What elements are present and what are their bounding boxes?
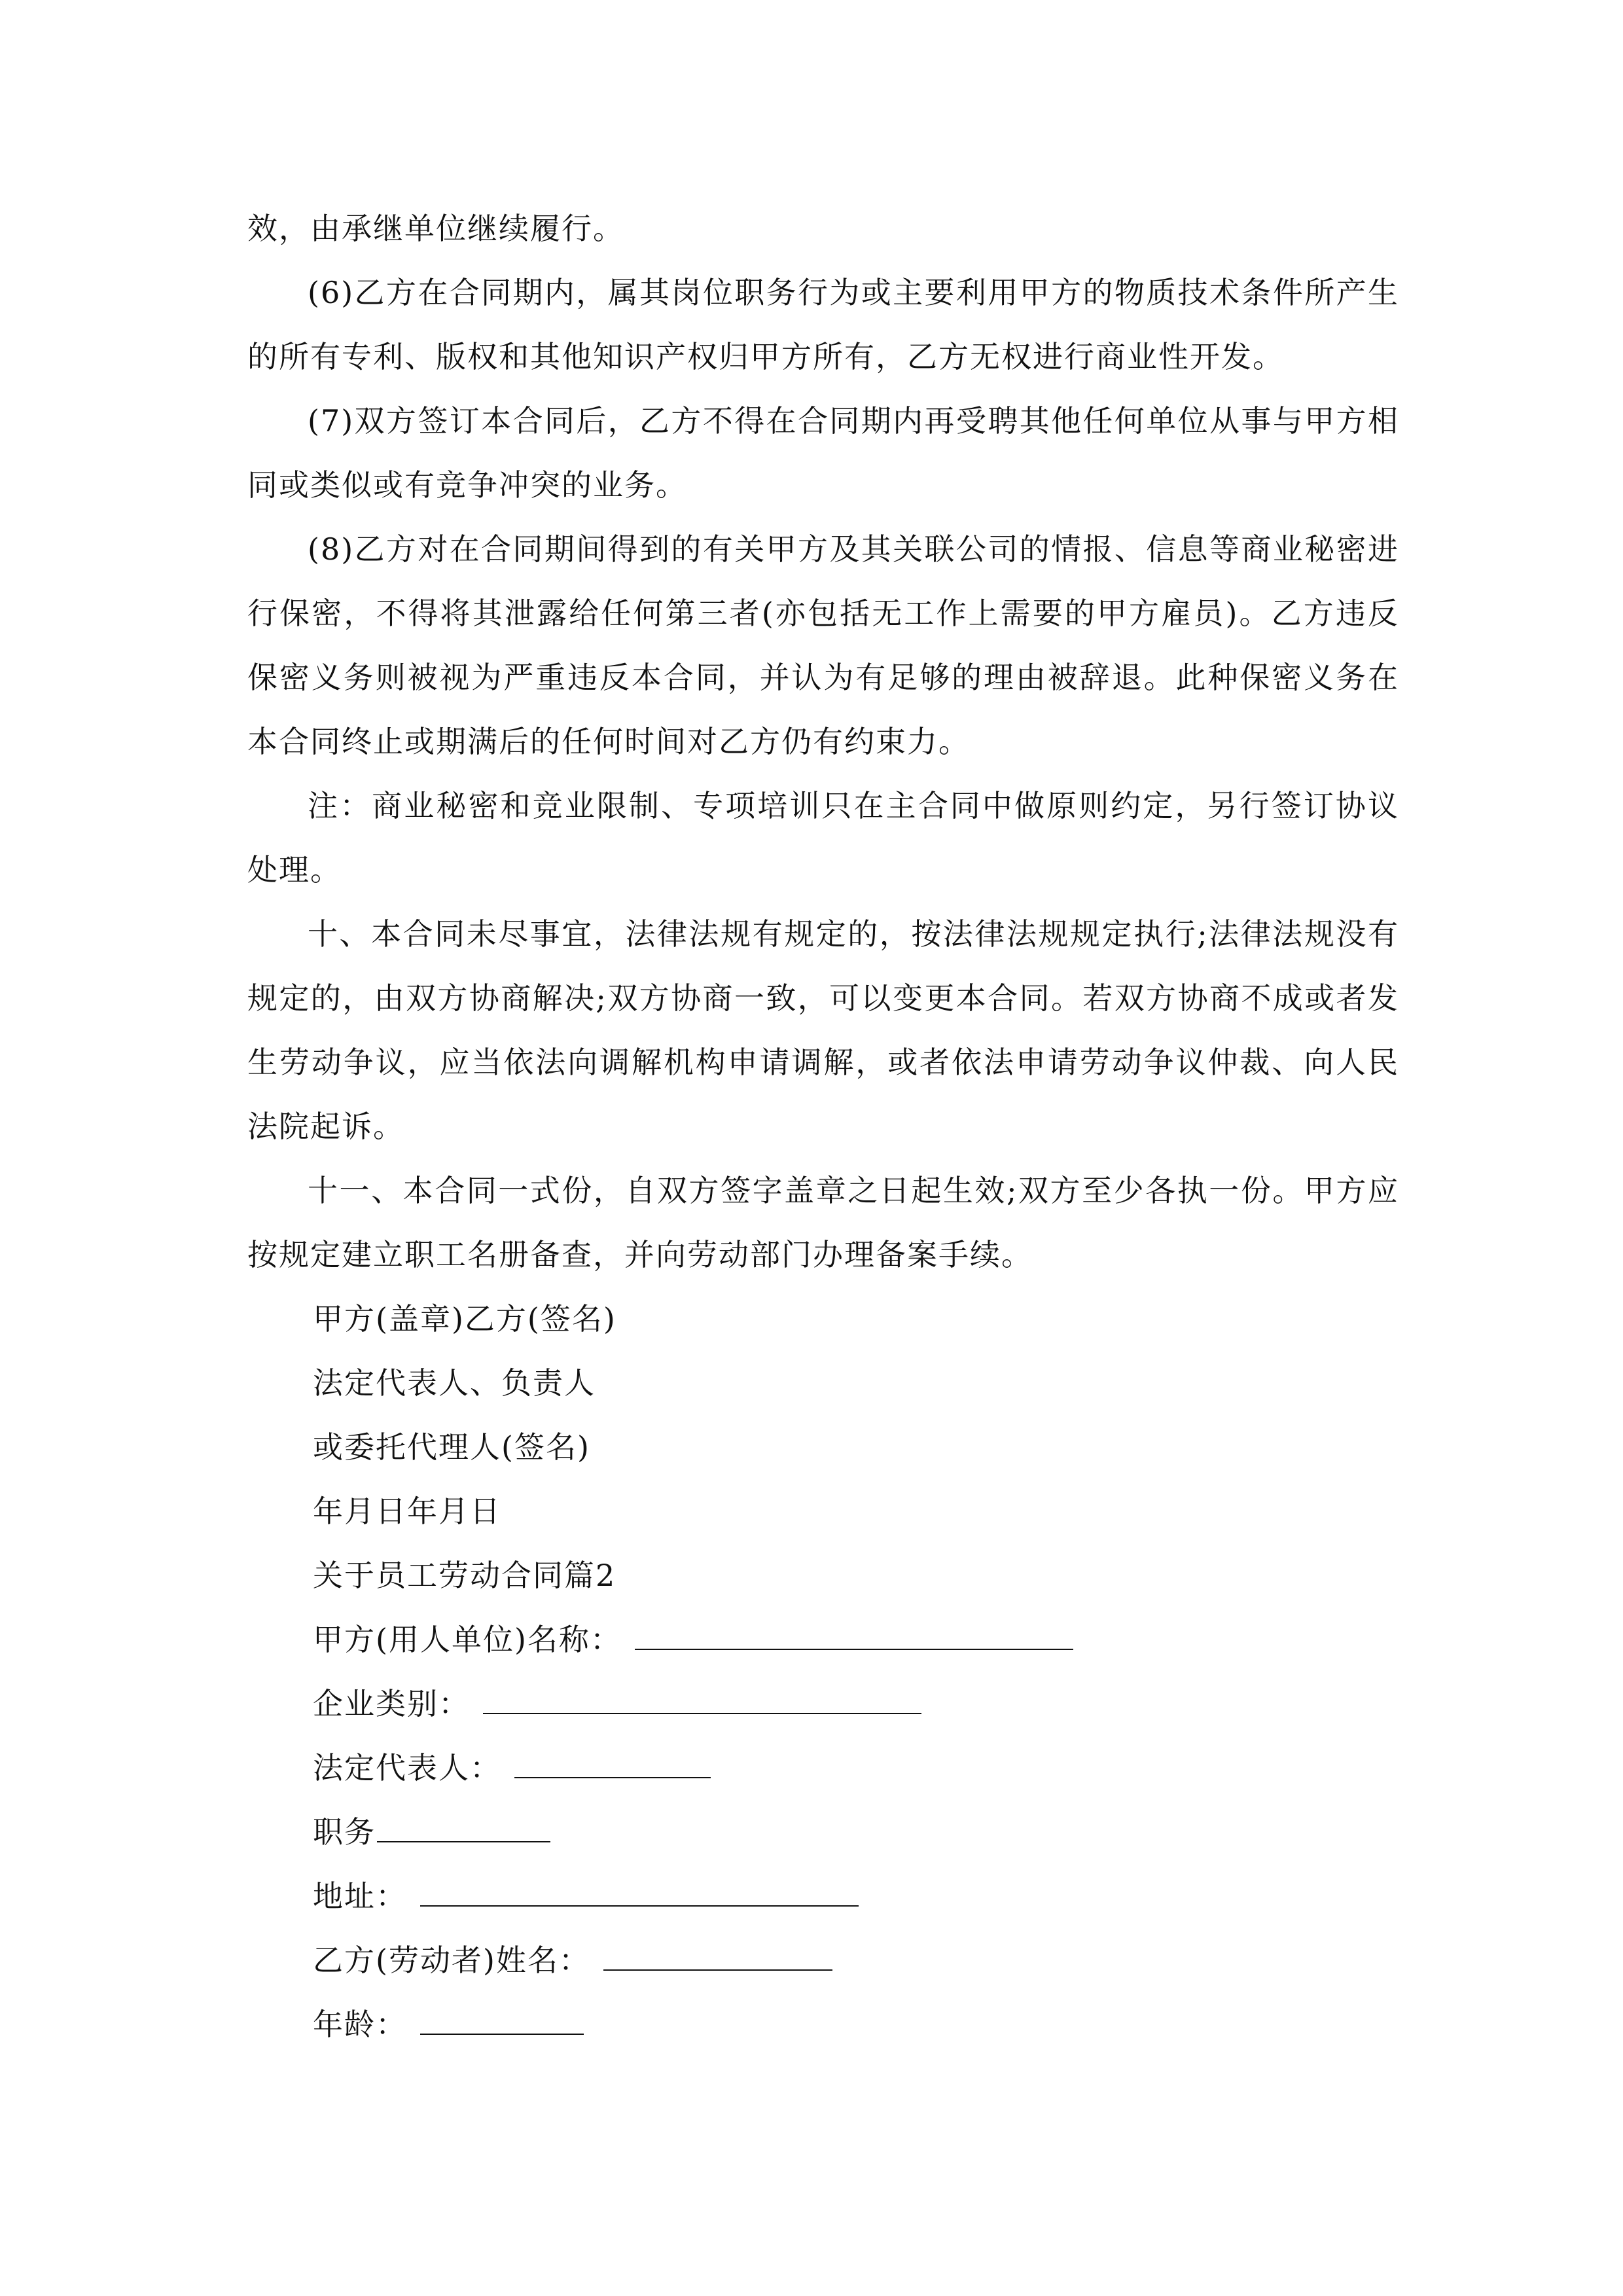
article-10-paragraph: 十、本合同未尽事宜，法律法规有规定的，按法律法规规定执行;法律法规没有规定的，由双方协商解决;双方协商一致，可以变更本合同。若双方协商不成或者发生劳动争议，应当依法向调解机构申请调解，或者依法申请劳动争议仲裁、向人民法院起诉。 xyxy=(247,916,1399,1144)
clause-8-paragraph: (8)乙方对在合同期间得到的有关甲方及其关联公司的情报、信息等商业秘密进行保密，不得将其泄露给任何第三者(亦包括无工作上需要的甲方雇员)。乙方违反保密义务则被视为严重违反本合同，并认为有足够的理由被辞退。此种保密义务在本合同终止或期满后的任何时间对乙方仍有约束力。 xyxy=(247,531,1399,759)
position-row xyxy=(247,1800,1399,1864)
legal-rep-label: 法定代表人： xyxy=(313,1750,501,1785)
enterprise-type-label: 企业类别： xyxy=(313,1686,470,1721)
signature-agent-line: 或委托代理人(签名) xyxy=(313,1429,590,1465)
enterprise-type-row xyxy=(247,1672,1399,1736)
employer-name-row xyxy=(247,1607,1399,1672)
employee-name-label: 乙方(劳动者)姓名： xyxy=(313,1943,590,1978)
address-blank xyxy=(420,1866,859,1907)
employer-name-blank xyxy=(635,1609,1073,1650)
address-row xyxy=(247,1864,1399,1928)
position-blank xyxy=(377,1802,550,1842)
legal-rep-blank xyxy=(514,1738,711,1778)
age-label: 年龄： xyxy=(313,2007,407,2042)
position-label: 职务 xyxy=(313,1814,376,1850)
signature-parties-line: 甲方(盖章)乙方(签名) xyxy=(313,1301,616,1336)
section-title: 关于员工劳动合同篇2 xyxy=(313,1558,616,1593)
continuation-paragraph: 效，由承继单位继续履行。 xyxy=(247,211,624,246)
document-body xyxy=(247,196,1399,2056)
employee-name-row xyxy=(247,1928,1399,1992)
address-label: 地址： xyxy=(313,1878,407,1914)
signature-representative-line: 法定代表人、负责人 xyxy=(313,1365,596,1401)
signature-dates-line: 年月日年月日 xyxy=(313,1494,501,1529)
employee-name-blank xyxy=(603,1930,832,1971)
clause-6-paragraph: (6)乙方在合同期内，属其岗位职务行为或主要利用甲方的物质技术条件所产生的所有专利、版权和其他知识产权归甲方所有，乙方无权进行商业性开发。 xyxy=(247,275,1399,374)
age-row xyxy=(247,1992,1399,2056)
clause-7-paragraph: (7)双方签订本合同后，乙方不得在合同期内再受聘其他任何单位从事与甲方相同或类似或有竞争冲突的业务。 xyxy=(247,403,1399,503)
article-11-paragraph: 十一、本合同一式份，自双方签字盖章之日起生效;双方至少各执一份。甲方应按规定建立职工名册备查，并向劳动部门办理备案手续。 xyxy=(247,1173,1399,1272)
legal-rep-row xyxy=(247,1736,1399,1800)
age-blank xyxy=(420,1994,584,2035)
note-paragraph: 注：商业秘密和竞业限制、专项培训只在主合同中做原则约定，另行签订协议处理。 xyxy=(247,788,1399,888)
employer-name-label: 甲方(用人单位)名称： xyxy=(313,1622,622,1657)
enterprise-type-blank xyxy=(483,1674,921,1714)
